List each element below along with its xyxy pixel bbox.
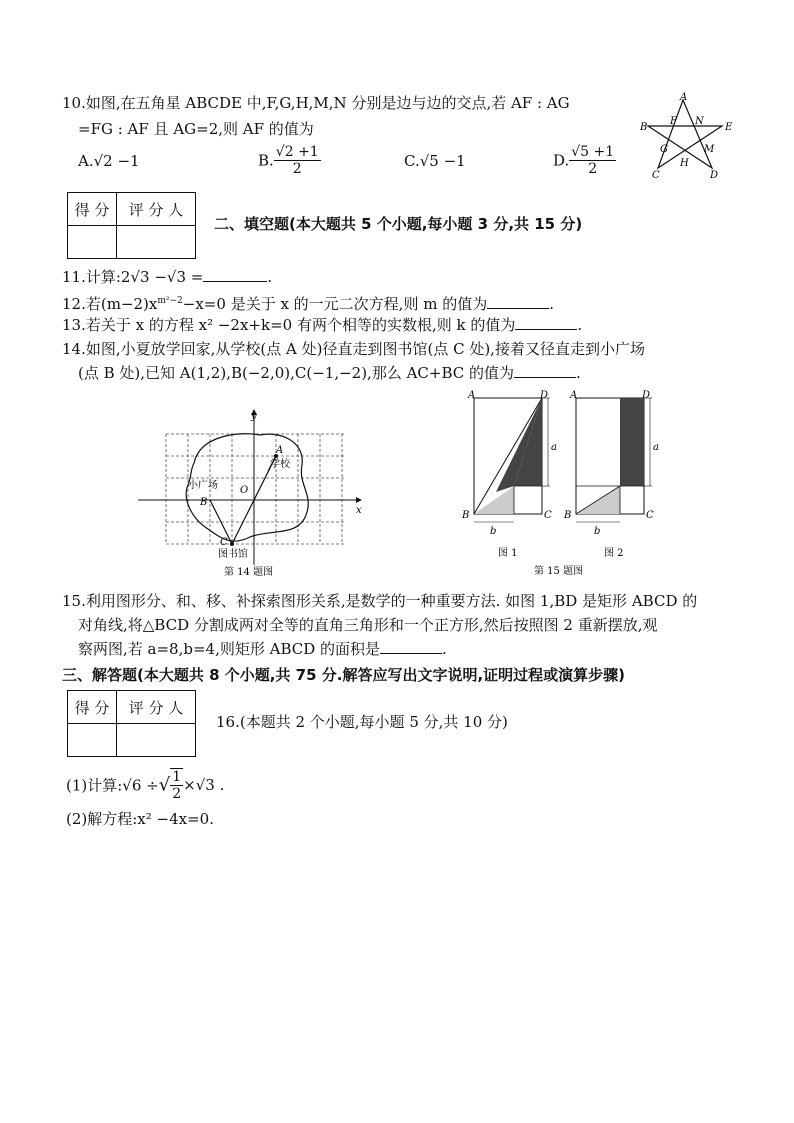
q15-line1: 15.利用图形分、和、移、补探索图形关系,是数学的一种重要方法. 如图 1,BD 是矩形 ABCD 的	[62, 592, 698, 610]
svg-text:C: C	[646, 510, 654, 521]
score-cell[interactable]	[68, 724, 117, 757]
grader-cell[interactable]	[117, 724, 196, 757]
q15-line3: 察两图,若 a=8,b=4,则矩形 ABCD 的面积是 .	[78, 640, 447, 658]
score-header: 得 分	[68, 193, 117, 226]
svg-text:B: B	[564, 510, 572, 521]
q14-line2: (点 B 处),已知 A(1,2),B(−2,0),C(−1,−2),那么 AC+BC 的值为 .	[78, 364, 581, 382]
svg-text:B: B	[462, 510, 470, 521]
svg-text:第 14 题图: 第 14 题图	[224, 567, 274, 577]
score-cell[interactable]	[68, 226, 117, 259]
grader-header: 评 分 人	[117, 193, 196, 226]
svg-text:图 2: 图 2	[604, 548, 624, 559]
q11: 11.计算:2√3 −√3 = .	[62, 268, 273, 286]
svg-text:第 15 题图: 第 15 题图	[534, 566, 584, 577]
q12: 12.若$(m-2)x^{m^2-2}-x=0$ 是关于 x 的一元二次方程,则 m 的值为 .	[62, 295, 554, 313]
svg-text:A: A	[276, 445, 284, 456]
svg-text:图书馆: 图书馆	[218, 549, 248, 560]
svg-text:C: C	[652, 170, 660, 178]
svg-text:E: E	[725, 122, 733, 133]
q16-title: 16.(本题共 2 个小题,每小题 5 分,共 10 分)	[216, 713, 508, 731]
svg-text:b: b	[594, 526, 601, 537]
section2-title: 二、填空题(本大题共 5 个小题,每小题 3 分,共 15 分)	[214, 215, 583, 233]
grader-cell[interactable]	[117, 226, 196, 259]
svg-text:M: M	[704, 144, 715, 155]
svg-text:a: a	[551, 442, 557, 453]
svg-text:a: a	[653, 442, 659, 453]
svg-text:C: C	[220, 537, 228, 548]
svg-text:G: G	[660, 144, 668, 155]
section3-title: 三、解答题(本大题共 8 个小题,共 75 分.解答应写出文字说明,证明过程或演算步骤)	[62, 666, 626, 684]
q13: 13.若关于 x 的方程 x² −2x+k=0 有两个相等的实数根,则 k 的值为 .	[62, 316, 583, 334]
svg-text:小广场: 小广场	[188, 480, 218, 491]
q16-part1: (1)计算:√6 ÷√ $\frac{1}{2}$ ×√3 .	[66, 769, 225, 802]
svg-text:N: N	[695, 116, 704, 127]
figure-15	[458, 388, 668, 580]
svg-text:A: A	[680, 92, 688, 103]
q10-option-b: B. $\frac{√2 +1}{2}$	[258, 144, 319, 177]
q10-option-c: C.√5 −1	[404, 152, 466, 170]
svg-text:D: D	[642, 390, 651, 401]
svg-text:D: D	[710, 170, 719, 178]
star-figure	[640, 92, 740, 178]
score-header: 得 分	[68, 691, 117, 724]
q16-part2: (2)解方程:x² −4x=0.	[66, 810, 214, 828]
q15-line2: 对角线,将△BCD 分割成两对全等的直角三角形和一个正方形,然后按照图 2 重新摆放,观	[78, 616, 658, 634]
svg-text:A: A	[468, 390, 476, 401]
svg-text:学校: 学校	[270, 459, 290, 470]
q10-stem-line2: =FG : AF 且 AG=2,则 AF 的值为	[78, 120, 314, 138]
svg-text:B: B	[200, 497, 208, 508]
figure-14	[130, 405, 370, 577]
svg-text:C: C	[544, 510, 552, 521]
svg-text:D: D	[540, 390, 549, 401]
svg-text:b: b	[490, 526, 497, 537]
score-table-2	[67, 690, 196, 757]
svg-text:H: H	[680, 158, 689, 169]
q14-line1: 14.如图,小夏放学回家,从学校(点 A 处)径直走到图书馆(点 C 处),接着又径直走到小广场	[62, 340, 645, 358]
q10-option-d: D. $\frac{√5 +1}{2}$	[553, 144, 615, 177]
q10-stem-line1: 10.如图,在五角星 ABCDE 中,F,G,H,M,N 分别是边与边的交点,若 AF : AG	[62, 94, 570, 112]
score-table-1	[67, 192, 196, 259]
svg-text:图 1: 图 1	[498, 548, 518, 559]
svg-text:B: B	[640, 122, 648, 133]
svg-text:A: A	[570, 390, 578, 401]
grader-header: 评 分 人	[117, 691, 196, 724]
svg-text:y: y	[251, 411, 257, 422]
q10-option-a: A.√2 −1	[78, 152, 140, 170]
svg-text:x: x	[356, 505, 362, 516]
svg-text:O: O	[240, 485, 249, 496]
svg-text:F: F	[670, 116, 677, 127]
